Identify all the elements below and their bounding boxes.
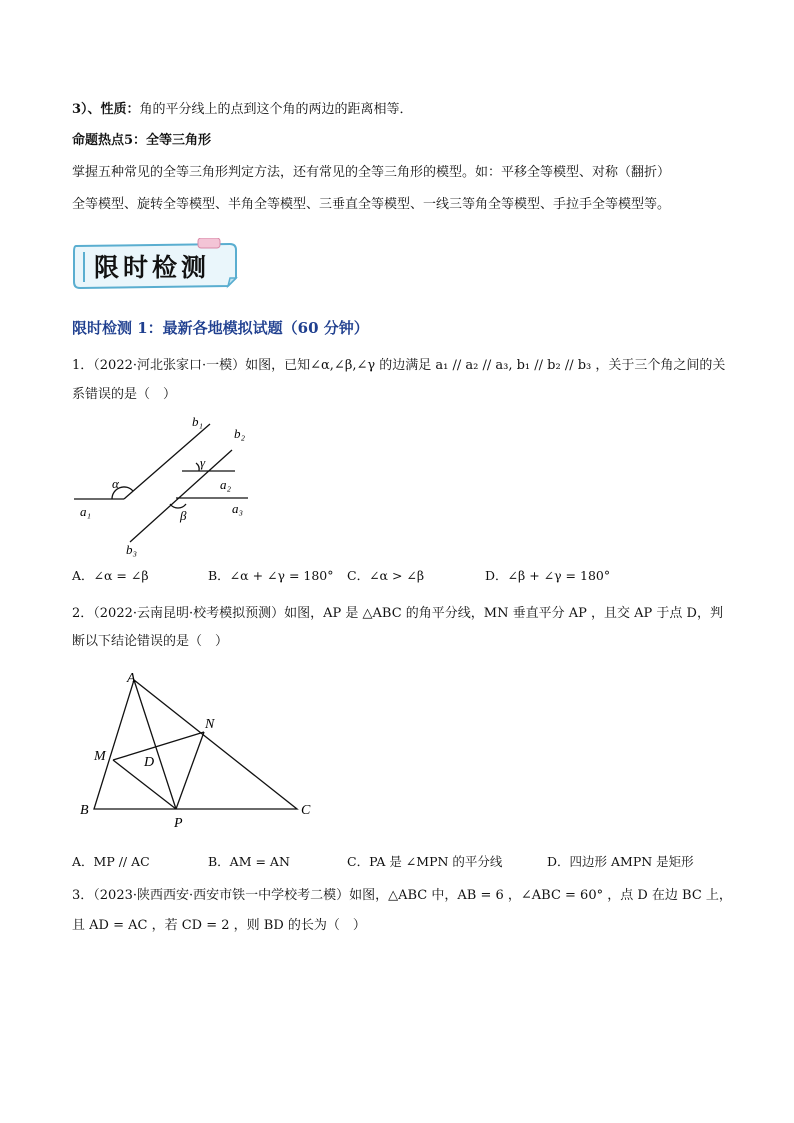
q2-option-a[interactable]: A．MP // AC [72,854,150,869]
label-b2: b₂ [234,426,246,441]
q2-option-b[interactable]: B．AM = AN [208,854,290,869]
property-label: 3）、性质： [72,102,140,117]
label-beta: β [180,508,187,523]
segment-np [176,732,204,809]
label-m: M [94,749,106,764]
triangle-abc [94,680,297,809]
q2-option-c[interactable]: C．PA 是 ∠MPN 的平分线 [347,854,503,869]
property-3-line [72,100,413,120]
label-a2: a₂ [220,477,232,492]
banner-title: 限时检测 [94,253,211,282]
section-banner [70,238,242,292]
label-gamma: γ [200,455,206,470]
line-b1 [124,424,210,499]
property-text: 角的平分线上的点到这个角的两边的距离相等． [139,102,413,117]
hot-point-title: 命题热点5：全等三角形 [72,133,212,148]
q1-line-2: 系错误的是（ ） [72,387,177,402]
label-a: A [127,671,136,686]
q3-line-2: 且 AD = AC ，若 CD = 2 ，则 BD 的长为（ ） [72,918,366,933]
paragraph-line-2: 全等模型、旋转全等模型、半角全等模型、三垂直全等模型、一线三等角全等模型、手拉手全等模型等。 [72,197,671,212]
label-a3: a₃ [232,501,244,516]
q1-option-b[interactable]: B．∠α + ∠γ = 180° [208,568,334,583]
gamma-arc [196,463,199,471]
section-title: 限时检测 1：最新各地模拟试题（60 分钟） [72,319,369,337]
paragraph-line-1: 掌握五种常见的全等三角形判定方法，还有常见的全等三角形的模型。如：平移全等模型、对称（翻折） [72,165,671,180]
label-n: N [205,717,215,732]
label-b: B [80,803,89,818]
label-d: D [144,755,155,770]
q2-line-2: 断以下结论错误的是（ ） [72,634,229,649]
label-b1: b₁ [192,414,204,429]
label-a1: a₁ [80,504,92,519]
q1-line-1: 1．（2022·河北张家口·一模）如图，已知∠α,∠β,∠γ 的边满足 a₁ // a₂ // a₃, b₁ // b₂ // b₃ ，关于三个角之间的关 [72,358,726,373]
segment-ap [134,680,176,809]
label-c: C [301,803,311,818]
q2-figure [72,664,332,836]
label-alpha: α [112,476,119,491]
q1-option-d[interactable]: D．∠β + ∠γ = 180° [485,568,611,583]
q2-line-1: 2．（2022·云南昆明·校考模拟预测）如图，AP 是 △ABC 的角平分线，MN 垂直平分 AP ，且交 AP 于点 D，判 [72,606,723,621]
q2-option-d[interactable]: D．四边形 AMPN 是矩形 [547,854,694,869]
line-b2-b3 [130,450,232,542]
q3-line-1: 3．（2023·陕西西安·西安市铁一中学校考二模）如图，△ABC 中，AB = 6 ，∠ABC = 60° ，点 D 在边 BC 上， [72,888,732,903]
q1-option-c[interactable]: C．∠α > ∠β [347,568,425,583]
q1-figure [72,412,262,560]
q1-option-a[interactable]: A．∠α = ∠β [72,568,149,583]
label-b3: b₃ [126,542,138,557]
label-p: P [174,816,183,831]
